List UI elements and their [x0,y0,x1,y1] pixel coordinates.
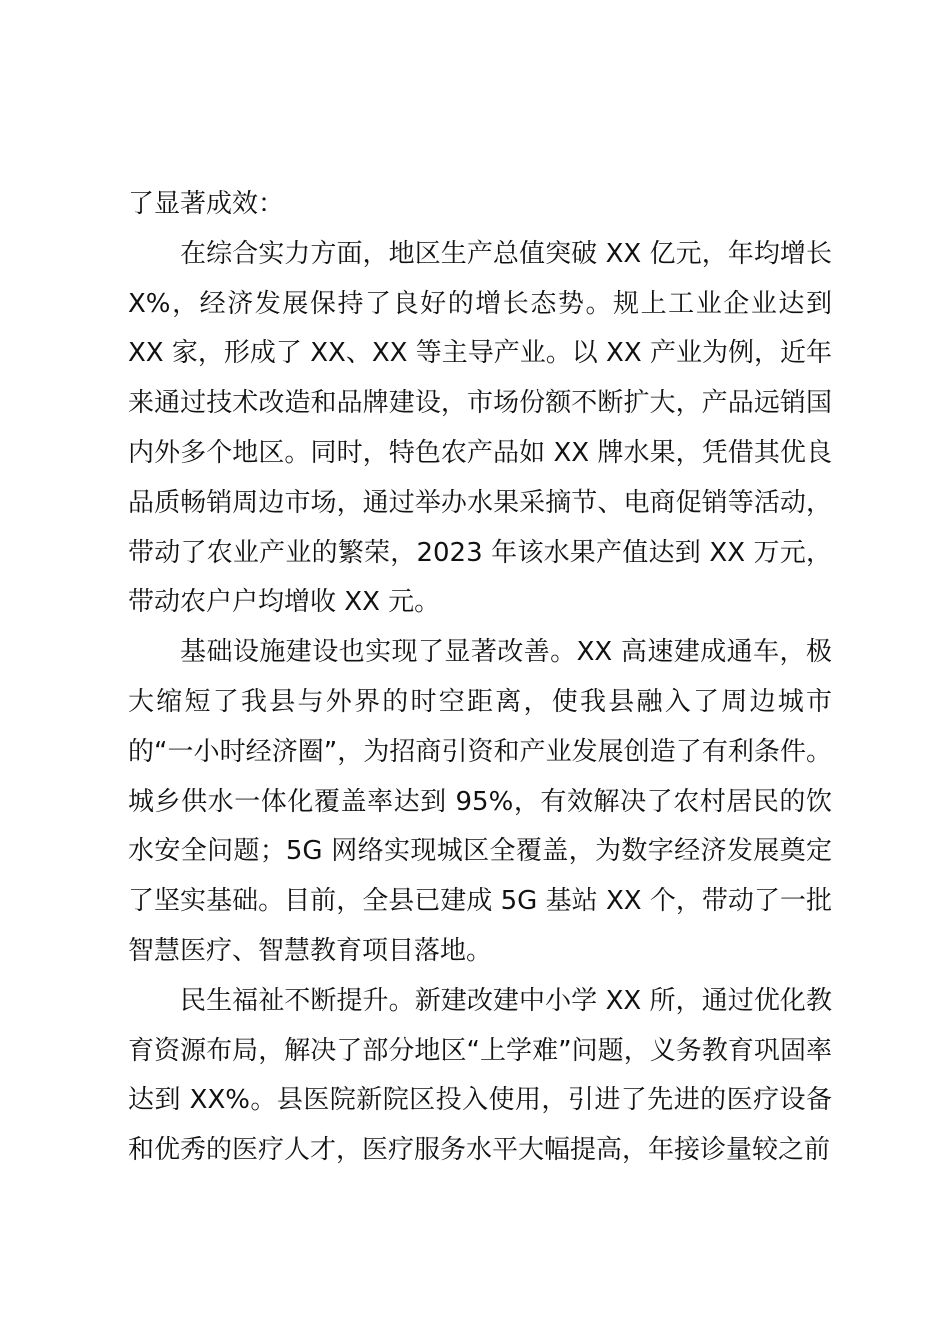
paragraph-infrastructure: 基础设施建设也实现了显著改善。XX 高速建成通车，极大缩短了我县与外界的时空距离，使我县融入了周边城市的“一小时经济圈”，为招商引资和产业发展创造了有利条件。城乡供水一体化覆盖率达到 95%，有效解决了农村居民的饮水安全问题；5G 网络实现城区全覆盖，为数字经济发展奠定了坚实基础。目前，全县已建成 5G 基站 XX 个，带动了一批智慧医疗、智慧教育项目落地。 [128,637,832,966]
paragraph-economic-strength: 在综合实力方面，地区生产总值突破 XX 亿元，年均增长 X%，经济发展保持了良好的增长态势。规上工业企业达到 XX 家，形成了 XX、XX 等主导产业。以 XX 产业为例，近年来通过技术改造和品牌建设，市场份额不断扩大，产品远销国内外多个地区。同时，特色农产品如 XX 牌水果，凭借其优良品质畅销周边市场，通过举办水果采摘节、电商促销等活动，带动了农业产业的繁荣，2023 年该水果产值达到 XX 万元，带动农户户均增收 XX 元。 [128,238,832,618]
paragraph-continuation: 了显著成效： [128,189,285,219]
document-body [128,180,832,1176]
paragraph-livelihood: 民生福祉不断提升。新建改建中小学 XX 所，通过优化教育资源布局，解决了部分地区“上学难”问题，义务教育巩固率达到 XX%。县医院新院区投入使用，引进了先进的医疗设备和优秀的医疗人才，医疗服务水平大幅提高，年接诊量较之前 [128,985,832,1166]
